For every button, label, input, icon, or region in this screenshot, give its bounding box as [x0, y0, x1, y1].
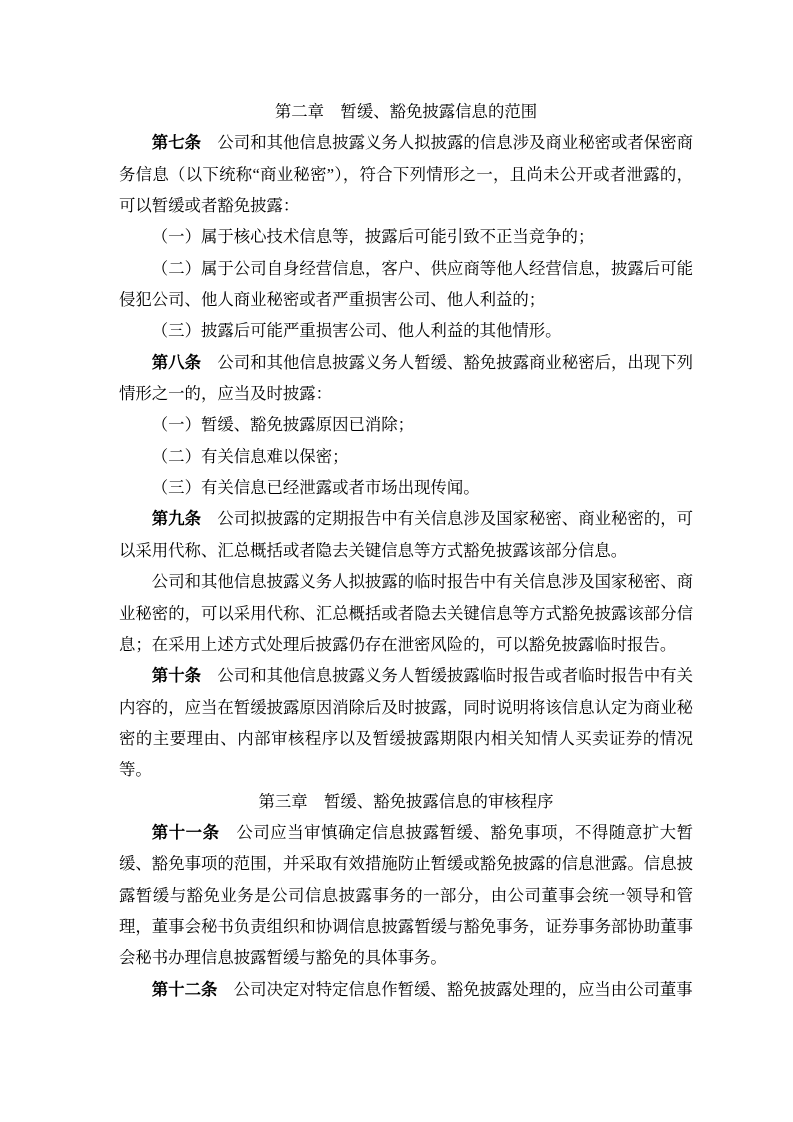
- article-11-text: 公司应当审慎确定信息披露暂缓、豁免事项，不得随意扩大暂缓、豁免事项的范围，并采取有效措施防止暂缓或豁免披露的信息泄露。信息披露暂缓与豁免业务是公司信息披露事务的一部分，由公司董事会统一领导和管理，董事会秘书负责组织和协调信息披露暂缓与豁免事务，证券事务部协助董事会秘书办理信息披露暂缓与豁免的具体事务。: [119, 822, 694, 968]
- article-8-text: 公司和其他信息披露义务人暂缓、豁免披露商业秘密后，出现下列情形之一的，应当及时披露：: [119, 352, 694, 404]
- article-9-paragraph-2: 公司和其他信息披露义务人拟披露的临时报告中有关信息涉及国家秘密、商业秘密的，可以采用代称、汇总概括或者隐去关键信息等方式豁免披露该部分信息；在采用上述方式处理后披露仍存在泄密风险的，可以豁免披露临时报告。: [119, 572, 693, 654]
- article-8-number: 第八条: [151, 352, 201, 372]
- article-11-paragraph: [119, 817, 693, 974]
- article-8-item-2: （二）有关信息难以保密；: [151, 446, 349, 466]
- article-10-paragraph: [119, 660, 693, 785]
- article-7-paragraph: [119, 127, 693, 221]
- article-12-number: 第十二条: [151, 979, 218, 999]
- article-8-item-1: （一）暂缓、豁免披露原因已消除；: [151, 415, 415, 435]
- article-8-separator: [201, 353, 217, 372]
- article-7-text: 公司和其他信息披露义务人拟披露的信息涉及商业秘密或者保密商务信息（以下统称“商业秘密”），符合下列情形之一，且尚未公开或者泄露的，可以暂缓或者豁免披露：: [119, 133, 694, 216]
- chapter-2-heading: 第二章 暂缓、豁免披露信息的范围: [274, 102, 538, 121]
- article-8-paragraph: [119, 347, 693, 410]
- article-10-separator: [201, 666, 217, 685]
- article-12-paragraph: [119, 974, 693, 1005]
- article-9-number: 第九条: [151, 509, 201, 529]
- article-7-separator: [201, 133, 217, 152]
- article-10-text: 公司和其他信息披露义务人暂缓披露临时报告或者临时报告中有关内容的，应当在暂缓披露原因消除后及时披露，同时说明将该信息认定为商业秘密的主要理由、内部审核程序以及暂缓披露期限内相关知情人买卖证券的情况等。: [119, 666, 694, 780]
- article-9-text: 公司拟披露的定期报告中有关信息涉及国家秘密、商业秘密的，可以采用代称、汇总概括或者隐去关键信息等方式豁免披露该部分信息。: [119, 509, 694, 560]
- article-12-text: 公司决定对特定信息作暂缓、豁免披露处理的，应当由公司董事: [233, 979, 693, 999]
- article-8-item-3: （三）有关信息已经泄露或者市场出现传闻。: [151, 478, 480, 498]
- document-body: [119, 96, 693, 1005]
- chapter-3-heading: 第三章 暂缓、豁免披露信息的审核程序: [258, 791, 554, 811]
- article-11-number: 第十一条: [151, 822, 220, 842]
- article-7-item-1: （一）属于核心技术信息等，披露后可能引致不正当竞争的；: [151, 227, 595, 247]
- article-10-number: 第十条: [151, 666, 201, 686]
- article-12-separator: [217, 980, 233, 999]
- article-11-separator: [220, 823, 237, 842]
- article-7-item-3: （三）披露后可能严重损害公司、他人利益的其他情形。: [151, 321, 562, 341]
- article-9-separator: [201, 509, 217, 528]
- article-9-paragraph: [119, 503, 693, 566]
- article-7-number: 第七条: [151, 133, 201, 153]
- article-7-item-2: （二）属于公司自身经营信息，客户、供应商等他人经营信息，披露后可能侵犯公司、他人商业秘密或者严重损害公司、他人利益的；: [119, 258, 693, 310]
